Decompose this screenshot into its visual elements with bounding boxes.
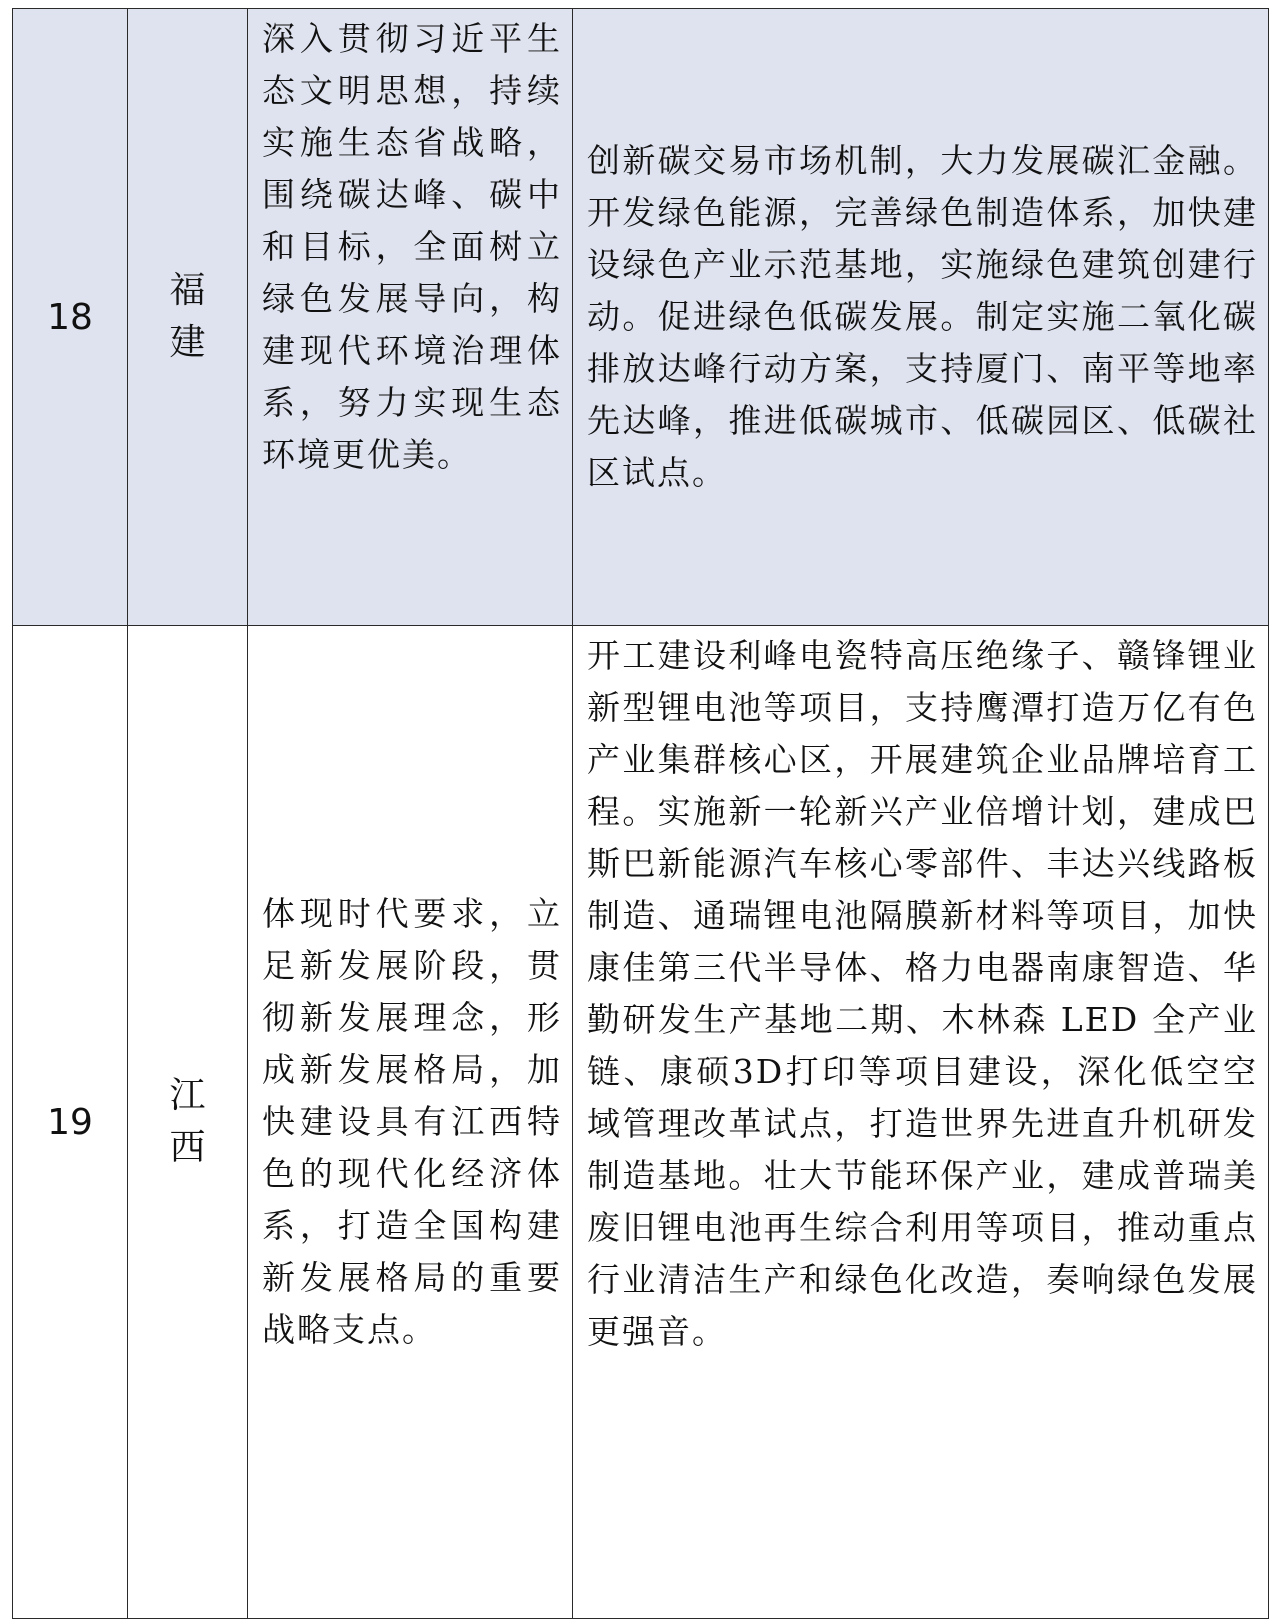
province-char: 江	[169, 1075, 206, 1116]
province-char: 西	[169, 1127, 206, 1168]
positioning-text: 深入贯彻习近平生态文明思想，持续实施生态省战略，围绕碳达峰、碳中和目标，全面树立绿色发展导向，构建现代环境治理体系，努力实现生态环境更优美。	[262, 19, 562, 474]
positioning-text: 体现时代要求，立足新发展阶段，贯彻新发展理念，形成新发展格局，加快建设具有江西特色的现代化经济体系，打造全国构建新发展格局的重要战略支点。	[262, 894, 562, 1349]
actions-cell	[573, 9, 1269, 626]
province-table	[12, 8, 1269, 1619]
actions-text: 创新碳交易市场机制，大力发展碳汇金融。开发绿色能源，完善绿色制造体系，加快建设绿色产业示范基地，实施绿色建筑创建行动。促进绿色低碳发展。制定实施二氧化碳排放达峰行动方案，支持厦门、南平等地率先达峰，推进低碳城市、低碳园区、低碳社区试点。	[587, 141, 1258, 492]
row-number: 19	[13, 626, 128, 1619]
actions-cell	[573, 626, 1269, 1619]
province-char: 建	[169, 322, 206, 363]
positioning-cell	[248, 9, 573, 626]
province-char: 福	[169, 270, 206, 311]
province-name	[128, 626, 248, 1619]
row-number: 18	[13, 9, 128, 626]
table-row	[13, 626, 1269, 1619]
province-name	[128, 9, 248, 626]
actions-text: 开工建设利峰电瓷特高压绝缘子、赣锋锂业新型锂电池等项目，支持鹰潭打造万亿有色产业集群核心区，开展建筑企业品牌培育工程。实施新一轮新兴产业倍增计划，建成巴斯巴新能源汽车核心零部件、丰达兴线路板制造、通瑞锂电池隔膜新材料等项目，加快康佳第三代半导体、格力电器南康智造、华勤研发生产基地二期、木林森 LED 全产业链、康硕3D打印等项目建设，深化低空空域管理改革试点，打造世界先进直升机研发制造基地。壮大节能环保产业，建成普瑞美废旧锂电池再生综合利用等项目，推动重点行业清洁生产和绿色化改造，奏响绿色发展更强音。	[587, 636, 1258, 1351]
table-row	[13, 9, 1269, 626]
positioning-cell	[248, 626, 573, 1619]
